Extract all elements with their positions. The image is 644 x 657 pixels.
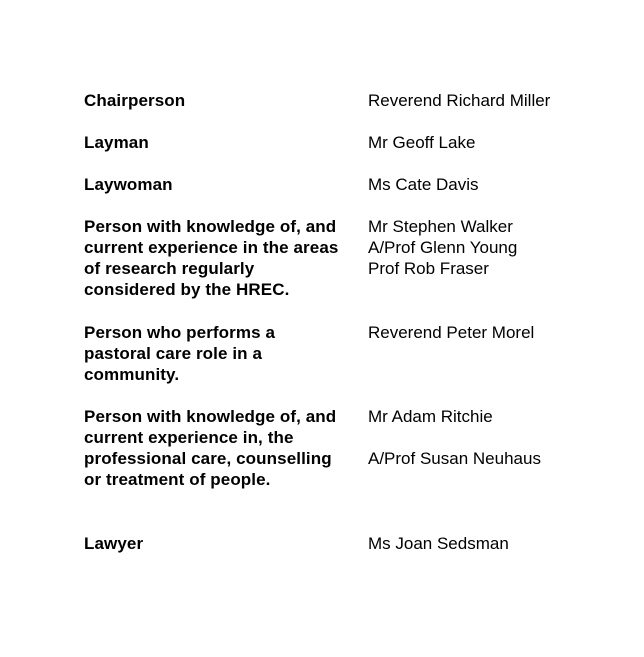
member-list: [368, 322, 628, 343]
member-name: Mr Stephen Walker: [368, 217, 513, 236]
member-list: [368, 90, 628, 111]
member-name: Mr Geoff Lake: [368, 133, 476, 152]
member-list: [368, 533, 628, 554]
member-name: Reverend Richard Miller: [368, 91, 551, 110]
member-spacer: [368, 427, 628, 448]
role-label: Person with knowledge of, and current experience in, the professional care, counselling or treatment of people.: [84, 407, 337, 489]
member-list: [368, 174, 628, 195]
member-list: [368, 216, 628, 279]
role-label: Lawyer: [84, 534, 144, 553]
member-name: Prof Rob Fraser: [368, 259, 489, 278]
role-label: Chairperson: [84, 91, 186, 110]
role-label: Laywoman: [84, 175, 173, 194]
role-label: Layman: [84, 133, 149, 152]
member-name: Ms Joan Sedsman: [368, 534, 509, 553]
member-name: Mr Adam Ritchie: [368, 407, 493, 426]
member-list: [368, 132, 628, 153]
member-name: Ms Cate Davis: [368, 175, 479, 194]
member-name: A/Prof Glenn Young: [368, 238, 518, 257]
role-label: Person with knowledge of, and current experience in the areas of research regularly considered by the HREC.: [84, 217, 339, 299]
member-name: A/Prof Susan Neuhaus: [368, 449, 541, 468]
member-name: Reverend Peter Morel: [368, 323, 535, 342]
member-list: [368, 406, 628, 469]
role-label: Person who performs a pastoral care role in a community.: [84, 323, 276, 384]
